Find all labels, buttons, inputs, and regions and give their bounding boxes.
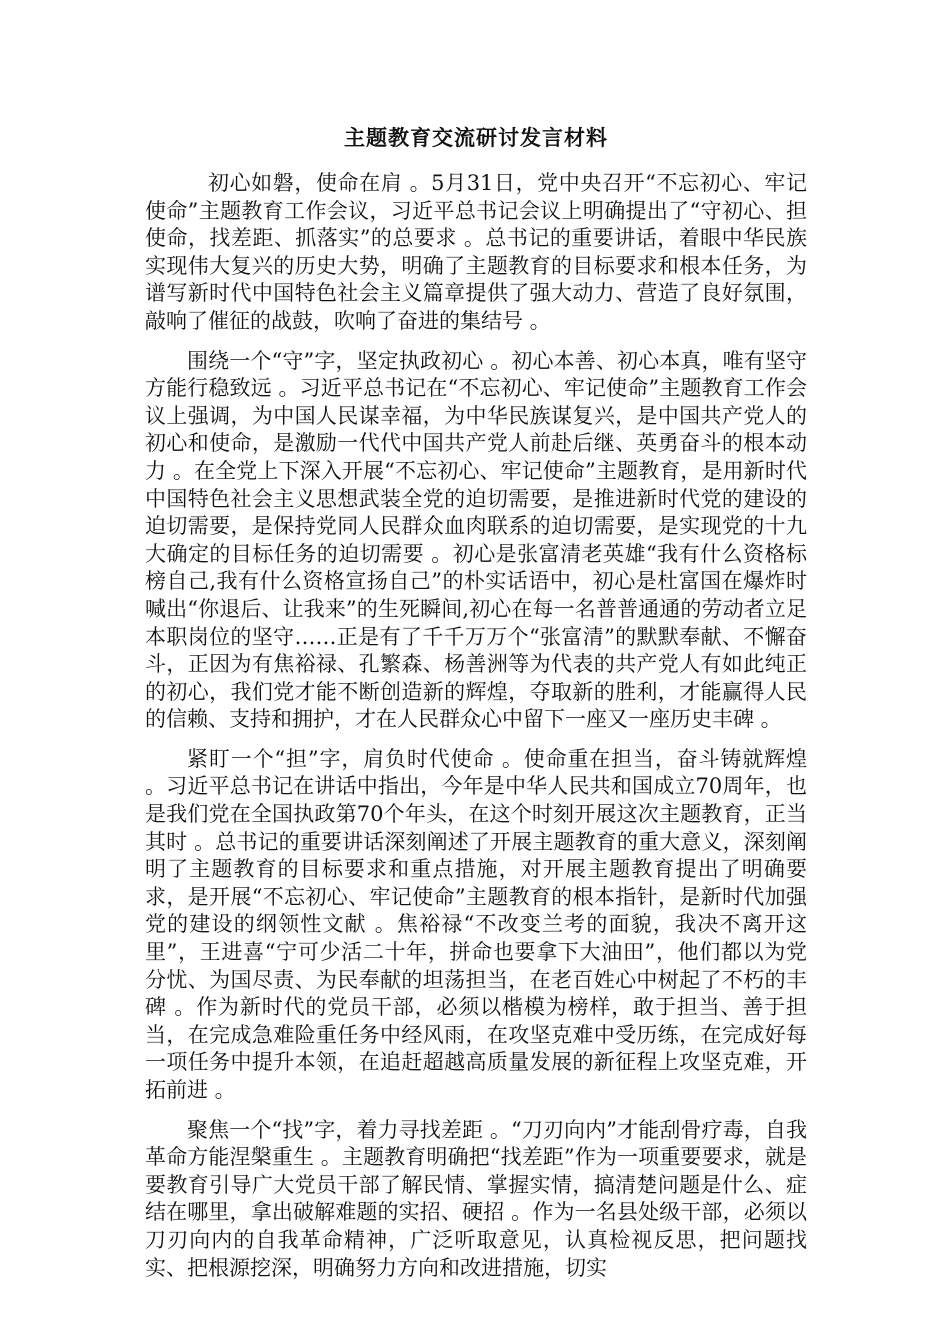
- paragraph-zhao: 聚焦一个“找”字，着力寻找差距 。“刀刃向内”才能刮骨疗毒，自我革命方能涅槃重生 。主题教育明确把“找差距”作为一项重要要求，就是要教育引导广大党员干部了解民情、掌握实情，搞清楚问题是什么、症结在哪里，拿出破解难题的实招、硬招 。作为一名县处级干部，必须以刀刃向内的自我革命精神，广泛听取意见，认真检视反思，把问题找实、把根源挖深，明确努力方向和改进措施，切实: [145, 1117, 807, 1280]
- document-page: [145, 124, 807, 1294]
- paragraph-intro: 初心如磐，使命在肩 。5月31日，党中央召开“不忘初心、牢记使命”主题教育工作会议，习近平总书记会议上明确提出了“守初心、担使命，找差距、抓落实”的总要求 。总书记的重要讲话，着眼中华民族实现伟大复兴的历史大势，明确了主题教育的目标要求和根本任务，为谱写新时代中国特色社会主义篇章提供了强大动力、营造了良好氛围，敲响了催征的战鼓，吹响了奋进的集结号 。: [145, 171, 807, 333]
- paragraph-shou: 围绕一个“守”字，坚定执政初心 。初心本善、初心本真，唯有坚守方能行稳致远 。习近平总书记在“不忘初心、牢记使命”主题教育工作会议上强调，为中国人民谋幸福，为中华民族谋复兴，是中国共产党人的初心和使命，是激励一代代中国共产党人前赴后继、英勇奋斗的根本动力 。在全党上下深入开展“不忘初心、牢记使命”主题教育，是用新时代中国特色社会主义思想武装全党的迫切需要，是推进新时代党的建设的迫切需要，是保持党同人民群众血肉联系的迫切需要，是实现党的十九大确定的目标任务的迫切需要 。初心是张富清老英雄“我有什么资格标榜自己,我有什么资格宣扬自己”的朴实话语中，初心是杜富国在爆炸时喊出“你退后、让我来”的生死瞬间,初心在每一名普普通通的劳动者立足本职岗位的坚守……正是有了千千万万个“张富清”的默默奉献、不懈奋斗，正因为有焦裕禄、孔繁森、杨善洲等为代表的共产党人有如此纯正的初心，我们党才能不断创造新的辉煌，夺取新的胜利，才能赢得人民的信赖、支持和拥护，才在人民群众心中留下一座又一座历史丰碑 。: [145, 348, 807, 732]
- paragraph-dan: 紧盯一个“担”字，肩负时代使命 。使命重在担当，奋斗铸就辉煌 。习近平总书记在讲话中指出，今年是中华人民共和国成立70周年，也是我们党在全国执政第70个年头，在这个时刻开展这次主题教育，正当其时 。总书记的重要讲话深刻阐述了开展主题教育的重大意义，深刻阐明了主题教育的目标要求和重点措施，对开展主题教育提出了明确要求，是开展“不忘初心、牢记使命”主题教育的根本指针，是新时代加强党的建设的纲领性文献 。焦裕禄“不改变兰考的面貌，我决不离开这里”，王进喜“宁可少活二十年，拼命也要拿下大油田”，他们都以为党分忧、为国尽责、为民奉献的坦荡担当，在老百姓心中树起了不朽的丰碑 。作为新时代的党员干部，必须以楷模为榜样，敢于担当、善于担当，在完成急难险重任务中经风雨，在攻坚克难中受历练，在完成好每一项任务中提升本领，在追赶超越高质量发展的新征程上攻坚克难，开拓前进 。: [145, 746, 807, 1102]
- document-title: 主题教育交流研讨发言材料: [344, 126, 608, 150]
